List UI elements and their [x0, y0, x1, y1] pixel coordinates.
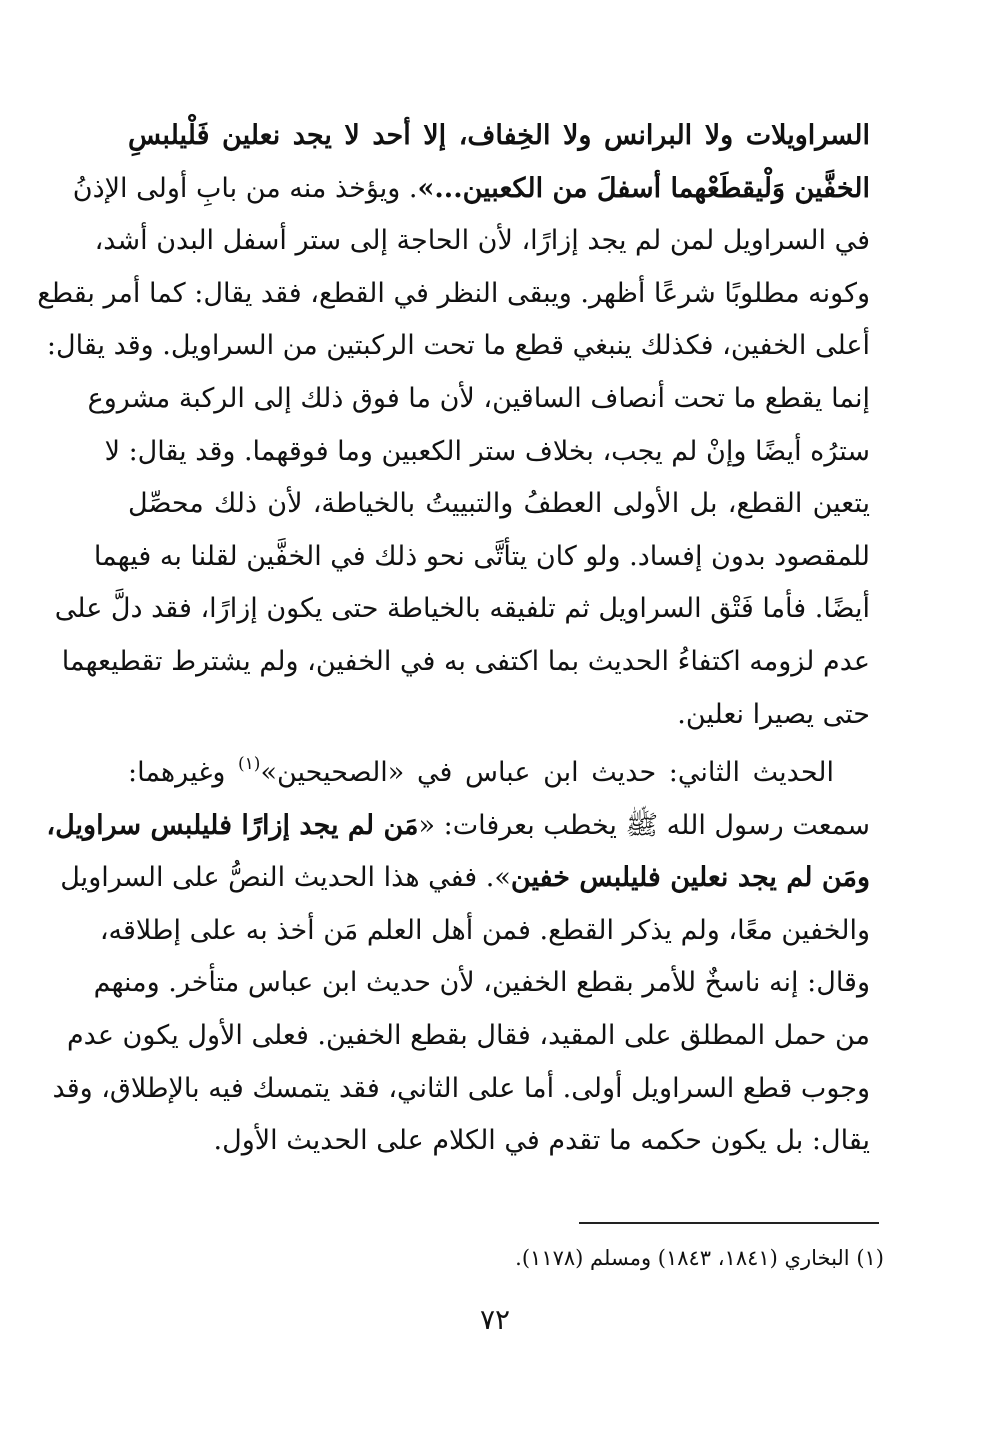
hadith-quote-text: السراويلات ولا البرانس ولا الخِفاف، إلا أحد لا يجد نعلين فَلْيلبسِ	[128, 120, 870, 151]
footnote: (١) البخاري (١٨٤١، ١٨٤٣) ومسلم (١١٧٨).	[515, 1246, 884, 1270]
text-line	[128, 110, 870, 163]
body-text: وغيرهما:	[128, 757, 239, 788]
body-text: وجوب قطع السراويل أولى. أما على الثاني، فقد يتمسك فيه بالإطلاق، وقد	[52, 1072, 870, 1104]
body-text: الحديث الثاني: حديث ابن عباس في «الصحيحين»	[260, 757, 834, 788]
body-text: أعلى الخفين، فكذلك ينبغي قطع ما تحت الركبتين من السراويل. وقد يقال:	[46, 330, 870, 362]
body-text: ». ففي هذا الحديث النصُّ على السراويل	[60, 862, 511, 894]
text-line	[46, 320, 870, 373]
body-text: يتعين القطع، بل الأولى العطفُ والتبييتُ بالخياطة، لأن ذلك محصِّل	[128, 488, 870, 520]
text-line	[93, 957, 870, 1010]
body-text: عدم لزومه اكتفاءُ الحديث بما اكتفى به في الخفين، ولم يشترط تقطيعهما	[61, 645, 870, 677]
body-text: والخفين معًا، ولم يذكر القطع. فمن أهل العلم مَن أخذ به على إطلاقه،	[99, 914, 870, 946]
text-line	[46, 800, 870, 853]
page-number: ٧٢	[479, 1303, 511, 1336]
hadith-quote-text: الخفَّين وَلْيقطَعْهما أسفلَ من الكعبين...»	[417, 172, 870, 204]
text-line	[66, 1010, 870, 1063]
hadith-quote-text: مَن لم يجد إزارًا فليلبس سراويل،	[46, 809, 419, 841]
hadith-quote-text: ومَن لم يجد نعلين فليلبس خفين	[510, 862, 870, 894]
body-text: . ويؤخذ منه من بابِ أولى الإذنُ	[72, 172, 418, 204]
text-line	[87, 373, 870, 426]
text-line	[72, 163, 870, 216]
text-line	[128, 478, 870, 531]
text-line	[93, 531, 870, 584]
text-line	[52, 1063, 870, 1116]
body-text: للمقصود بدون إفساد. ولو كان يتأتَّى نحو ذلك في الخفَّين لقلنا به فيهما	[93, 540, 870, 572]
footnote-reference: (١)	[238, 754, 261, 774]
body-text: وكونه مطلوبًا شرعًا أظهر. ويبقى النظر في القطع، فقد يقال: كما أمر بقطع	[37, 277, 870, 309]
paragraph-1	[37, 110, 870, 741]
text-line	[104, 426, 870, 479]
body-text: حتى يصيرا نعلين.	[677, 698, 870, 730]
body-text: يقال: بل يكون حكمه ما تقدم في الكلام على الحديث الأول.	[213, 1125, 870, 1157]
body-text: إنما يقطع ما تحت أنصاف الساقين، لأن ما فوق ذلك إلى الركبة مشروع	[87, 382, 870, 414]
body-text: وقال: إنه ناسخٌ للأمر بقطع الخفين، لأن حديث ابن عباس متأخر. ومنهم	[93, 967, 870, 999]
text-line	[128, 747, 870, 800]
text-line	[61, 636, 870, 689]
text-line	[94, 215, 870, 268]
body-text: من حمل المطلق على المقيد، فقال بقطع الخفين. فعلى الأول يكون عدم	[66, 1019, 870, 1051]
text-line	[54, 583, 870, 636]
text-line	[60, 852, 870, 905]
body-text: في السراويل لمن لم يجد إزارًا، لأن الحاجة إلى ستر أسفل البدن أشد،	[94, 225, 870, 257]
body-text: سمعت رسول الله ﷺ يخطب بعرفات: «	[418, 809, 870, 841]
body-text: سترُه أيضًا وإنْ لم يجب، بخلاف ستر الكعبين وما فوقهما. وقد يقال: لا	[104, 435, 870, 467]
paragraph-2	[46, 747, 870, 1168]
text-line	[99, 905, 870, 958]
footnote-divider	[579, 1222, 879, 1224]
text-line	[37, 268, 870, 321]
body-text: أيضًا. فأما فَتْق السراويل ثم تلفيقه بالخياطة حتى يكون إزارًا، فقد دلَّ على	[54, 593, 870, 625]
text-line	[128, 1115, 870, 1168]
text-line	[128, 689, 870, 742]
